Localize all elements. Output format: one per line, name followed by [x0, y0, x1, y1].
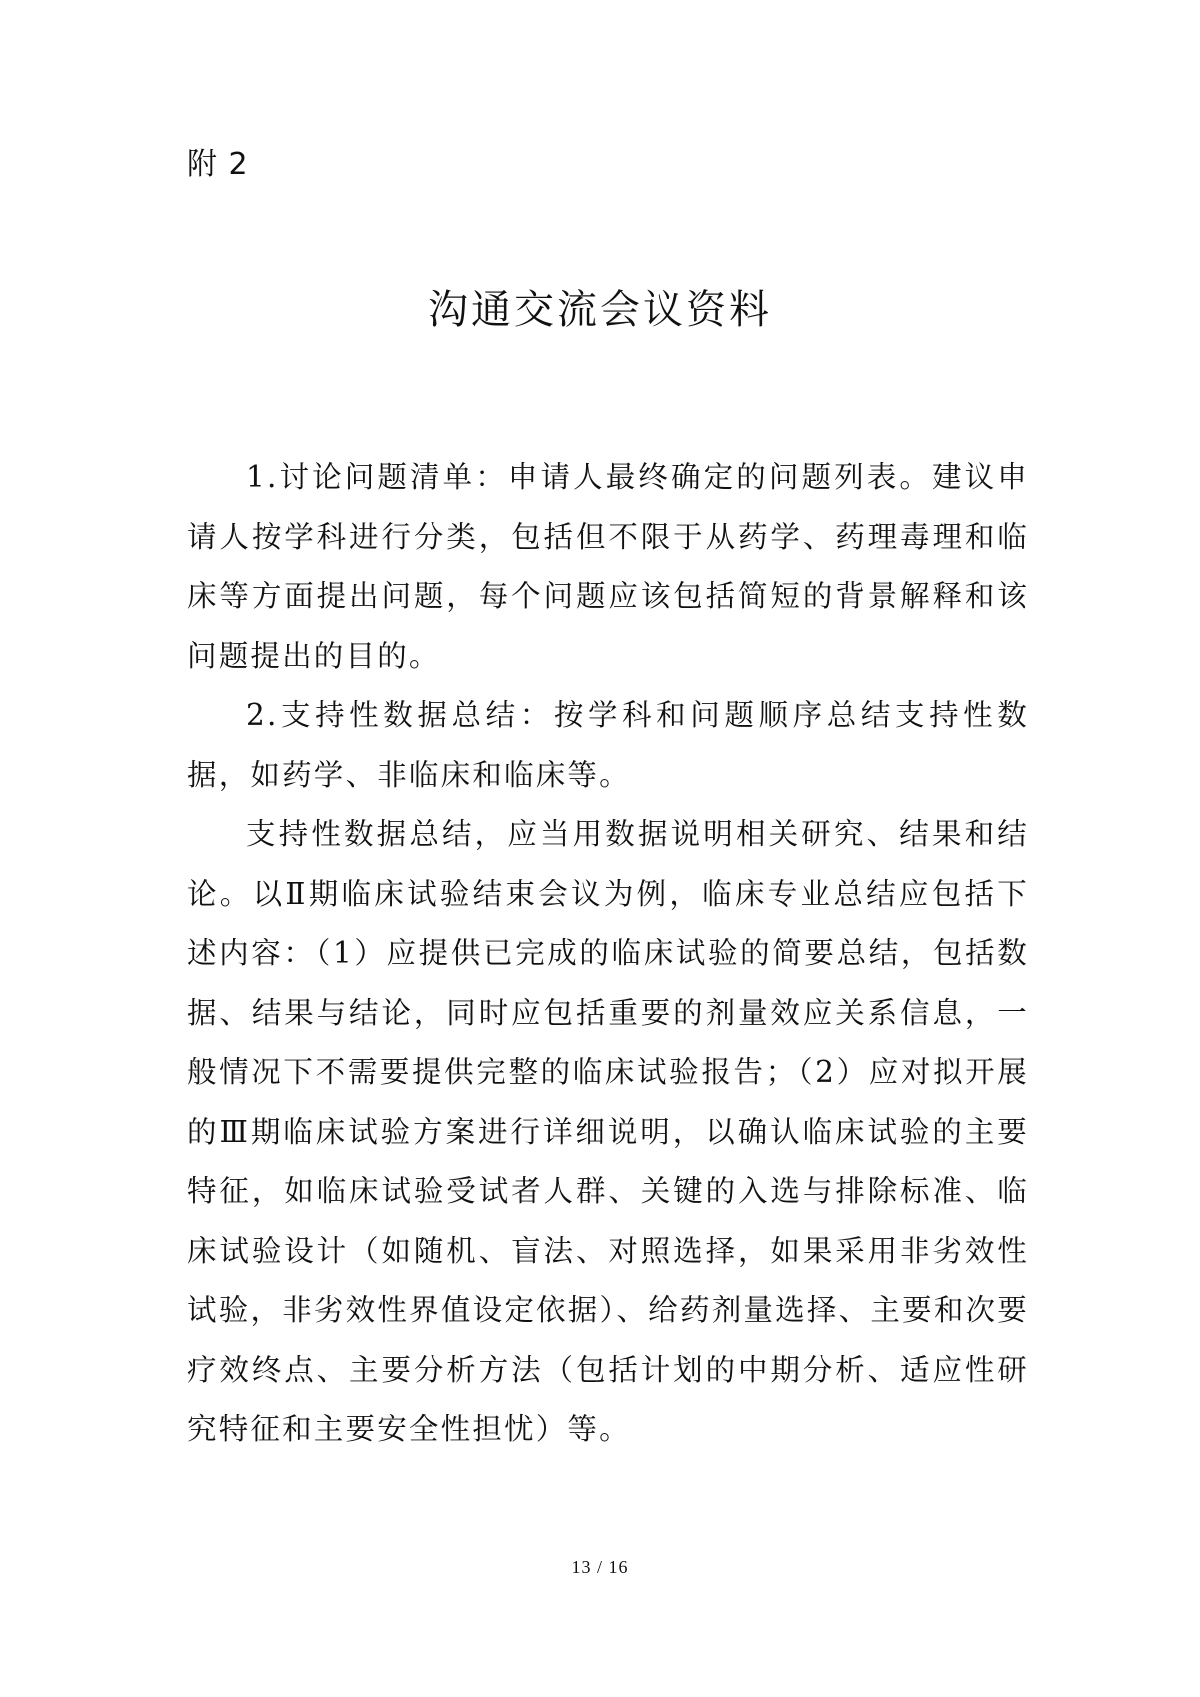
document-title: 沟通交流会议资料 — [428, 287, 772, 333]
paragraph-supporting-data: 2.支持性数据总结：按学科和问题顺序总结支持性数据，如药学、非临床和临床等。 — [187, 698, 1029, 792]
paragraph-supporting-data-summary: 支持性数据总结，应当用数据说明相关研究、结果和结论。以Ⅱ期临床试验结束会议为例，临床专业总结应包括下述内容：（1）应提供已完成的临床试验的简要总结，包括数据、结果与结论，同时应包括重要的剂量效应关系信息，一般情况下不需要提供完整的临床试验报告；（2）应对拟开展的Ⅲ期临床试验方案进行详细说明，以确认临床试验的主要特征，如临床试验受试者人群、关键的入选与排除标准、临床试验设计（如随机、盲法、对照选择，如果采用非劣效性试验，非劣效性界值设定依据）、给药剂量选择、主要和次要疗效终点、主要分析方法（包括计划的中期分析、适应性研究特征和主要安全性担忧）等。 — [187, 817, 1029, 1446]
document-body — [187, 448, 1029, 1460]
attachment-label: 附 2 — [187, 147, 249, 182]
paragraph-discussion-list: 1.讨论问题清单：申请人最终确定的问题列表。建议申请人按学科进行分类，包括但不限于从药学、药理毒理和临床等方面提出问题，每个问题应该包括简短的背景解释和该问题提出的目的。 — [187, 460, 1029, 673]
page-number: 13 / 16 — [571, 1557, 629, 1577]
